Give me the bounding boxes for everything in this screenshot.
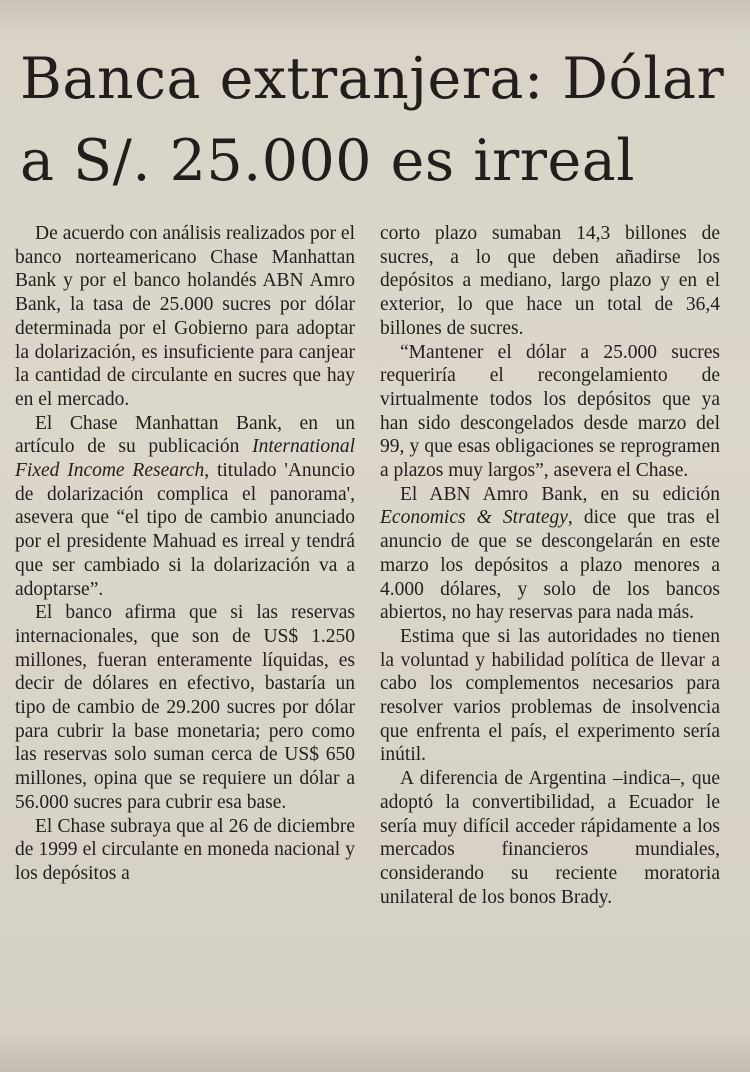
page-bottom-shadow: [0, 1030, 750, 1072]
paragraph-4: El Chase subraya que al 26 de diciembre de 1999 el circulante en moneda nacional y los depósitos a: [15, 815, 355, 884]
article-column-left: [15, 222, 355, 886]
paragraph-3: El banco afirma que si las reservas internacionales, que son de US$ 1.250 millones, fueran enteramente líquidas, es decir de dólares en efectivo, bastaría un tipo de cambio de 29.200 sucres por dólar para cubrir la base monetaria; pero como las reservas solo suman cerca de US$ 650 millones, opina que se requiere un dólar a 56.000 sucres para cubrir esa base.: [15, 602, 355, 813]
paragraph-2-end: , titulado 'Anuncio de dolarización complica el panorama', asevera que “el tipo de cambio anunciado por el presidente Mahuad es irreal y tendrá que ser cambiado si la dolarización va a adoptarse”.: [15, 460, 356, 600]
paragraph-1: De acuerdo con análisis realizados por el banco norteamericano Chase Manhattan Bank y por el banco holandés ABN Amro Bank, la tasa de 25.000 sucres por dólar determinada por el Gobierno para adoptar la dolarización, es insuficiente para canjear la cantidad de circulante en sucres que hay en el mercado.: [15, 223, 355, 410]
paragraph-2: [15, 412, 355, 602]
article-headline: Banca extranjera: Dólar a S/. 25.000 es irreal: [20, 46, 725, 194]
paragraph-6-start: El ABN Amro Bank, en su edición: [400, 483, 720, 505]
bleed-through-strip: [0, 0, 750, 36]
paragraph-2-start: El Chase Manhattan Bank, en un artículo de su publicación: [15, 412, 355, 458]
publication-name-chase: International Fixed Income Research: [15, 436, 355, 482]
paragraph-8: A diferencia de Argentina –indica–, que adoptó la convertibilidad, a Ecuador le sería muy difícil acceder rápidamente a los mercados financieros mundiales, considerando su reciente moratoria unilateral de los bonos Brady.: [380, 768, 720, 908]
paragraph-6-end: , dice que tras el anuncio de que se descongelarán en este marzo los depósitos a plazo menores a 4.000 dólares, y solo de los bancos abiertos, no hay reservas para nada más.: [380, 507, 720, 624]
paragraph-5: “Mantener el dólar a 25.000 sucres requeriría el recongelamiento de virtualmente todos los depósitos que ya han sido descongelados desde marzo del 99, y que esas obligaciones se reprogramen a plazos muy largos”, asevera el Chase.: [380, 341, 720, 482]
publication-name-abn: Economics & Strategy: [380, 507, 568, 529]
paragraph-7: Estima que si las autoridades no tienen la voluntad y habilidad política de llevar a cabo los complementos necesarios para resolver varios problemas de insolvencia que enfrenta el país, el experimento sería inútil.: [380, 625, 720, 766]
paragraph-4-continued: corto plazo sumaban 14,3 billones de sucres, a lo que deben añadirse los depósitos a mediano, largo plazo y en el exterior, lo que hace un total de 36,4 billones de sucres.: [380, 223, 720, 339]
paragraph-6: [380, 483, 720, 625]
article-column-right: [380, 222, 720, 909]
